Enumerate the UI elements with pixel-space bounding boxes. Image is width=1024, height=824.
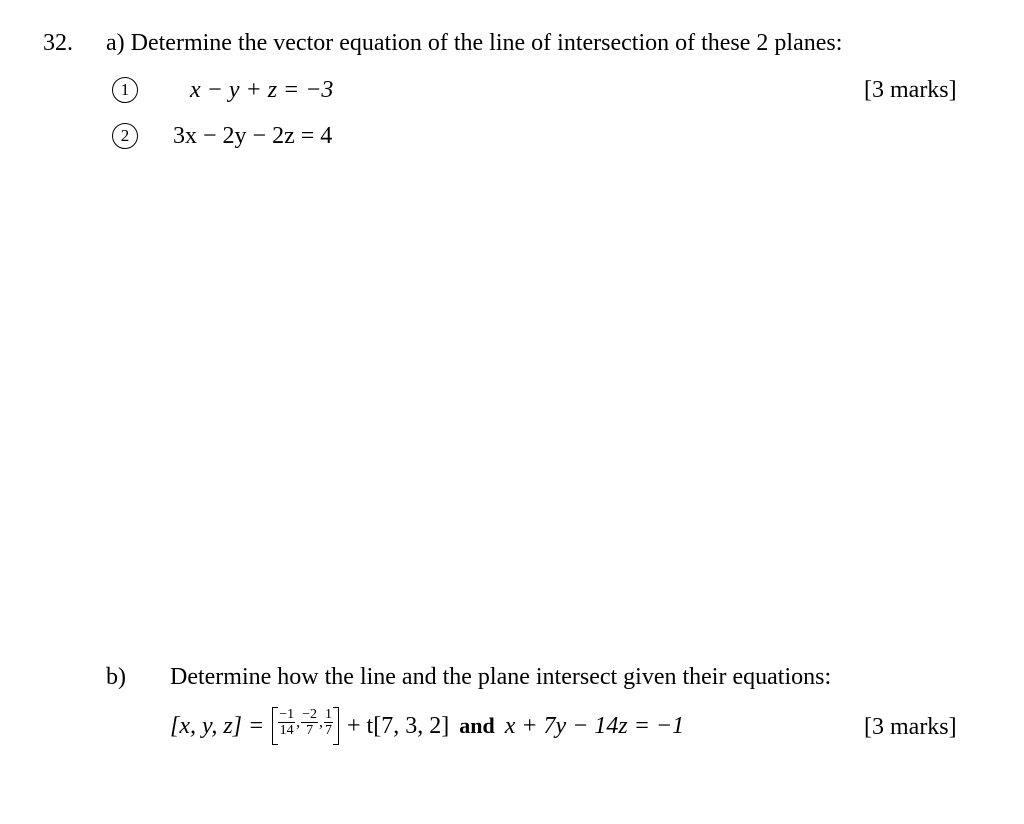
part-b-equation-line [170, 706, 684, 746]
line-lhs: [x, y, z] = [170, 713, 265, 739]
point-vector: $\frac{-1}{14}$ , $\frac{-2}{7}$ , $\frac{1}{7}$ [272, 707, 339, 745]
part-a-prompt: Determine the vector equation of the line of intersection of these 2 planes: [130, 30, 843, 56]
point-fraction-3: $\frac{1}{7}$ [325, 707, 333, 738]
part-a-marks: [3 marks] [864, 77, 957, 103]
part-a-label: a) [106, 30, 125, 56]
question-number: 32. [43, 30, 73, 56]
equation-2: 3x − 2y − 2z = 4 [173, 123, 333, 149]
equation-marker-1: 1 [112, 77, 138, 103]
point-fraction-1: $\frac{-1}{14}$ [279, 707, 295, 738]
plane-equation: x + 7y − 14z = −1 [504, 713, 685, 739]
point-fraction-2: $\frac{-2}{7}$ [302, 707, 318, 738]
part-b-label: b) [106, 664, 126, 690]
direction-term: + t[7, 3, 2] [347, 713, 450, 739]
equation-1: x − y + z = −3 [190, 77, 334, 103]
connector-word: and [459, 713, 495, 738]
part-a-header [106, 29, 842, 57]
part-b-marks: [3 marks] [864, 714, 957, 740]
part-b-prompt: Determine how the line and the plane intersect given their equations: [170, 664, 832, 690]
equation-marker-2: 2 [112, 123, 138, 149]
